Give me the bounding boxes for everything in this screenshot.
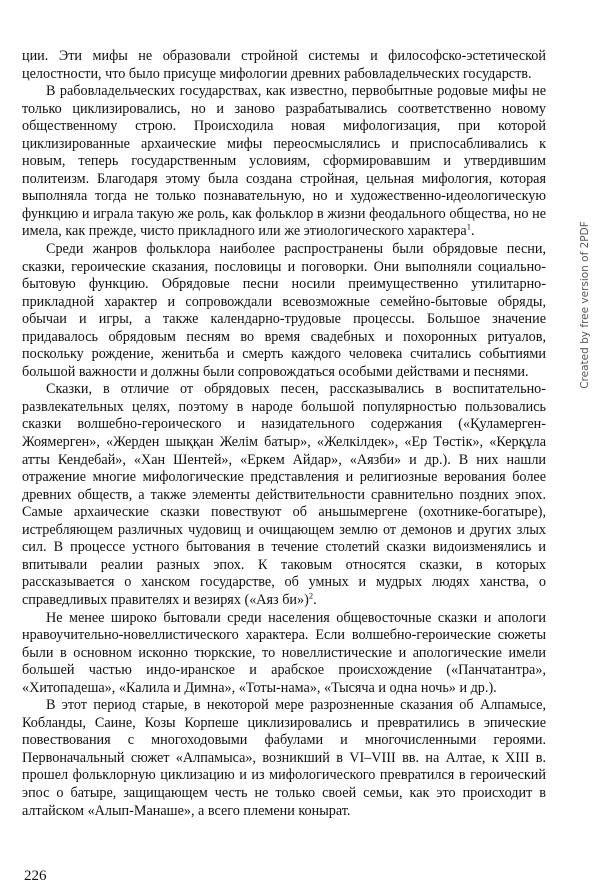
paragraph-3-text: Среди жанров фольклора наиболее распространены были обрядовые песни, сказки, героические сказания, пословицы и поговорки. Они выполняли социально-бытовую функцию. Обрядовые песни носили преимущественно утилитарно-прикладной характер и сопровождали всевозможные семейно-бытовые обряды, обычаи и игры, а также календарно-трудовые процессы. Большое значение придавалось обрядовым песням во время свадебных и похоронных ритуалов, поскольку рождение, женитьба и смерть каждого человека считались событиями большой важности и должны были сопровождаться особыми действами и песнями. — [22, 241, 546, 380]
paragraph-5-text: Не менее широко бытовали среди населения общевосточные сказки и апологи нравоучительно-новеллистического характера. Если волшебно-героические сюжеты были в основном исконно тюркские, то новеллистические и апологические имели большей частью индо-иранское и арабское происхождение («Панчатантра», «Хитопадеша», «Калила и Димна», «Тоты-нама», «Тысяча и одна ночь» и др.). — [22, 609, 546, 696]
paragraph-6-text: В этот период старые, в некоторой мере разрозненные сказания об Алпамысе, Кобланды, Саине, Козы Корпеше циклизировались и превратились в эпические повествования с многоходовыми фабулами и многочисленными героями. Первоначальный сюжет «Алпамыса», возникший в VI–VIII вв. на Алтае, к XIII в. прошел фольклорную циклизацию и из мифологического превратился в героический эпос о батыре, защищающем честь не только своей семьи, как это происходит в алтайском «Алып-Манаше», а всего племени конырат. — [22, 697, 546, 819]
paragraph-1 — [22, 48, 546, 83]
paragraph-2-tail: . — [470, 223, 475, 240]
paragraph-2 — [22, 83, 546, 241]
paragraph-5 — [22, 610, 546, 698]
paragraph-6 — [22, 697, 546, 820]
paragraph-3 — [22, 241, 546, 381]
footnote-marker-1: 1 — [466, 221, 471, 232]
paragraph-2-text: В рабовладельческих государствах, как известно, первобытные родовые мифы не только циклизировались, но и заново разрабатывались соответственно новому общественному строю. Происходила новая мифологизация, при которой циклизированные архаические мифы переосмыслялись и приспосабливались к новым, теперь государственным условиям, сформировавшим и утвердившим политеизм. Благодаря этому была создана стройная, цельная мифология, которая выполняла тогда не только познавательную, но и художественно-идеологическую функцию и играла такую же роль, как фольклор в жизни феодального общества, но не имела, как прежде, чисто прикладного или же этиологического характера — [22, 83, 546, 240]
watermark-text: Created by free version of 2PDF — [579, 221, 591, 389]
footnote-marker-2: 2 — [308, 590, 314, 601]
paragraph-4-text: Сказки, в отличие от обрядовых песен, рассказывались в воспитательно-развлекательных целях, поэтому в народе большой популярностью пользовались сказки волшебно-героического и назидательного содержания («Қуламерген-Жоямерген», «Жерден шыққан Желім батыр», «Желкілдек», «Ер Төстік», «Керқұла атты Кендебай», «Хан Шентей», «Еркем Айдар», «Аязби» и др.). В них нашли отражение многие мифологические представления и религиозные верования более древних обществ, а также элементы действительности сравнительно поздних эпох. Самые архаические сказки повествуют об аньшымергене (охотнике-богатыре), истребляющем различных чудовищ и очищающем землю от демонов и других злых сил. В процессе устного бытования в течение столетий сказки видоизменялись и впитывали реалии разных эпох. К таковым относятся сказки, в которых рассказывается о ханском государстве, об умных и мудрых людях ханства, о справедливых правителях и везирях («Аяз би») — [22, 381, 546, 608]
paragraph-4 — [22, 381, 546, 609]
paragraph-1-text: ции. Эти мифы не образовали стройной системы и философско-эстетической целостности, что было присуще мифологии древних рабовладельческих государств. — [22, 48, 546, 82]
watermark — [578, 200, 592, 410]
page-number: 226 — [24, 868, 47, 884]
paragraph-4-tail: . — [313, 591, 317, 608]
body-text — [22, 48, 546, 820]
